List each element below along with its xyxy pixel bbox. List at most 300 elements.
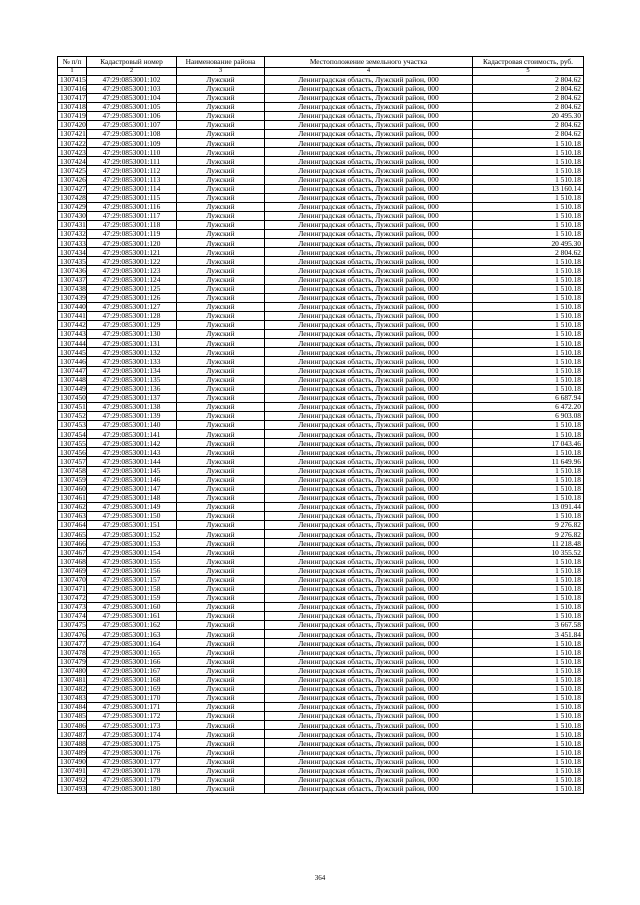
row-number-cell: 1307461 <box>58 493 87 502</box>
table-row <box>58 339 584 348</box>
location-cell: Ленинградская область, Лужский район, 000 <box>265 748 473 757</box>
cadastral-number-cell: 47:29:0853001:131 <box>87 339 177 348</box>
column-number: 3 <box>177 67 265 75</box>
cadastral-number-cell: 47:29:0853001:164 <box>87 639 177 648</box>
row-number-cell: 1307458 <box>58 466 87 475</box>
cadastral-value-cell: 1 510.18 <box>473 275 584 284</box>
table-row <box>58 648 584 657</box>
cadastral-value-cell: 1 510.18 <box>473 266 584 275</box>
row-number-cell: 1307420 <box>58 120 87 129</box>
location-cell: Ленинградская область, Лужский район, 000 <box>265 475 473 484</box>
district-cell: Лужский <box>177 457 265 466</box>
district-cell: Лужский <box>177 193 265 202</box>
district-cell: Лужский <box>177 712 265 721</box>
row-number-cell: 1307424 <box>58 157 87 166</box>
row-number-cell: 1307452 <box>58 411 87 420</box>
row-number-cell: 1307451 <box>58 402 87 411</box>
district-cell: Лужский <box>177 311 265 320</box>
cadastral-number-cell: 47:29:0853001:123 <box>87 266 177 275</box>
table-row <box>58 539 584 548</box>
district-cell: Лужский <box>177 84 265 93</box>
location-cell: Ленинградская область, Лужский район, 000 <box>265 148 473 157</box>
row-number-cell: 1307423 <box>58 148 87 157</box>
district-cell: Лужский <box>177 502 265 511</box>
cadastral-number-cell: 47:29:0853001:150 <box>87 512 177 521</box>
location-cell: Ленинградская область, Лужский район, 000 <box>265 266 473 275</box>
cadastral-value-cell: 1 510.18 <box>473 557 584 566</box>
row-number-cell: 1307441 <box>58 311 87 320</box>
location-cell: Ленинградская область, Лужский район, 000 <box>265 766 473 775</box>
district-cell: Лужский <box>177 566 265 575</box>
location-cell: Ленинградская область, Лужский район, 000 <box>265 166 473 175</box>
cadastral-number-cell: 47:29:0853001:148 <box>87 493 177 502</box>
table-row <box>58 266 584 275</box>
district-cell: Лужский <box>177 693 265 702</box>
cadastral-number-cell: 47:29:0853001:133 <box>87 357 177 366</box>
location-cell: Ленинградская область, Лужский район, 000 <box>265 193 473 202</box>
table-row <box>58 193 584 202</box>
cadastral-number-cell: 47:29:0853001:168 <box>87 675 177 684</box>
header-cadastral-value: Кадастровая стоимость, руб. <box>473 57 584 68</box>
table-row <box>58 748 584 757</box>
cadastral-value-cell: 1 510.18 <box>473 575 584 584</box>
district-cell: Лужский <box>177 621 265 630</box>
row-number-cell: 1307466 <box>58 539 87 548</box>
district-cell: Лужский <box>177 439 265 448</box>
cadastral-value-cell: 6 472.20 <box>473 402 584 411</box>
cadastral-value-cell: 1 510.18 <box>473 339 584 348</box>
row-number-cell: 1307455 <box>58 439 87 448</box>
location-cell: Ленинградская область, Лужский район, 000 <box>265 284 473 293</box>
row-number-cell: 1307463 <box>58 512 87 521</box>
district-cell: Лужский <box>177 221 265 230</box>
location-cell: Ленинградская область, Лужский район, 000 <box>265 375 473 384</box>
location-cell: Ленинградская область, Лужский район, 000 <box>265 512 473 521</box>
cadastral-value-cell: 1 510.18 <box>473 757 584 766</box>
location-cell: Ленинградская область, Лужский район, 000 <box>265 230 473 239</box>
cadastral-number-cell: 47:29:0853001:171 <box>87 702 177 711</box>
column-number: 2 <box>87 67 177 75</box>
district-cell: Лужский <box>177 211 265 220</box>
table-row <box>58 257 584 266</box>
table-row <box>58 311 584 320</box>
district-cell: Лужский <box>177 521 265 530</box>
cadastral-number-cell: 47:29:0853001:175 <box>87 739 177 748</box>
cadastral-number-cell: 47:29:0853001:102 <box>87 75 177 84</box>
district-cell: Лужский <box>177 139 265 148</box>
location-cell: Ленинградская область, Лужский район, 000 <box>265 402 473 411</box>
cadastral-value-cell: 1 510.18 <box>473 612 584 621</box>
row-number-cell: 1307426 <box>58 175 87 184</box>
district-cell: Лужский <box>177 675 265 684</box>
cadastral-number-cell: 47:29:0853001:156 <box>87 566 177 575</box>
district-cell: Лужский <box>177 230 265 239</box>
district-cell: Лужский <box>177 302 265 311</box>
row-number-cell: 1307433 <box>58 239 87 248</box>
table-row <box>58 566 584 575</box>
row-number-cell: 1307472 <box>58 593 87 602</box>
row-number-cell: 1307488 <box>58 739 87 748</box>
row-number-cell: 1307444 <box>58 339 87 348</box>
table-row <box>58 766 584 775</box>
table-row <box>58 521 584 530</box>
row-number-cell: 1307453 <box>58 421 87 430</box>
location-cell: Ленинградская область, Лужский район, 000 <box>265 439 473 448</box>
row-number-cell: 1307427 <box>58 184 87 193</box>
location-cell: Ленинградская область, Лужский район, 000 <box>265 484 473 493</box>
table-row <box>58 230 584 239</box>
location-cell: Ленинградская область, Лужский район, 000 <box>265 384 473 393</box>
table-row <box>58 784 584 793</box>
table-row <box>58 375 584 384</box>
district-cell: Лужский <box>177 539 265 548</box>
location-cell: Ленинградская область, Лужский район, 000 <box>265 275 473 284</box>
district-cell: Лужский <box>177 702 265 711</box>
cadastral-number-cell: 47:29:0853001:134 <box>87 366 177 375</box>
cadastral-number-cell: 47:29:0853001:103 <box>87 84 177 93</box>
table-row <box>58 148 584 157</box>
row-number-cell: 1307482 <box>58 684 87 693</box>
table-row <box>58 421 584 430</box>
district-cell: Лужский <box>177 557 265 566</box>
table-row <box>58 348 584 357</box>
location-cell: Ленинградская область, Лужский район, 000 <box>265 712 473 721</box>
row-number-cell: 1307475 <box>58 621 87 630</box>
row-number-cell: 1307443 <box>58 330 87 339</box>
location-cell: Ленинградская область, Лужский район, 000 <box>265 84 473 93</box>
cadastral-value-cell: 17 043.46 <box>473 439 584 448</box>
row-number-cell: 1307429 <box>58 202 87 211</box>
location-cell: Ленинградская область, Лужский район, 000 <box>265 239 473 248</box>
column-number: 1 <box>58 67 87 75</box>
district-cell: Лужский <box>177 75 265 84</box>
district-cell: Лужский <box>177 484 265 493</box>
table-row <box>58 448 584 457</box>
cadastral-value-cell: 1 510.18 <box>473 175 584 184</box>
table-row <box>58 639 584 648</box>
row-number-cell: 1307476 <box>58 630 87 639</box>
row-number-cell: 1307477 <box>58 639 87 648</box>
district-cell: Лужский <box>177 721 265 730</box>
cadastral-value-cell: 1 510.18 <box>473 766 584 775</box>
location-cell: Ленинградская область, Лужский район, 000 <box>265 330 473 339</box>
cadastral-value-cell: 1 510.18 <box>473 466 584 475</box>
row-number-cell: 1307456 <box>58 448 87 457</box>
district-cell: Лужский <box>177 593 265 602</box>
cadastral-number-cell: 47:29:0853001:107 <box>87 120 177 129</box>
row-number-cell: 1307431 <box>58 221 87 230</box>
cadastral-value-cell: 1 510.18 <box>473 321 584 330</box>
cadastral-number-cell: 47:29:0853001:142 <box>87 439 177 448</box>
column-number: 5 <box>473 67 584 75</box>
location-cell: Ленинградская область, Лужский район, 000 <box>265 366 473 375</box>
district-cell: Лужский <box>177 493 265 502</box>
cadastral-value-cell: 1 510.18 <box>473 366 584 375</box>
table-row <box>58 684 584 693</box>
district-cell: Лужский <box>177 775 265 784</box>
cadastral-value-cell: 1 510.18 <box>473 284 584 293</box>
district-cell: Лужский <box>177 784 265 793</box>
header-cadastral-number: Кадастровый номер <box>87 57 177 68</box>
cadastral-number-cell: 47:29:0853001:166 <box>87 657 177 666</box>
cadastral-value-cell: 1 510.18 <box>473 139 584 148</box>
location-cell: Ленинградская область, Лужский район, 000 <box>265 539 473 548</box>
table-row <box>58 612 584 621</box>
district-cell: Лужский <box>177 284 265 293</box>
table-row <box>58 75 584 84</box>
location-cell: Ленинградская область, Лужский район, 000 <box>265 584 473 593</box>
location-cell: Ленинградская область, Лужский район, 000 <box>265 211 473 220</box>
table-row <box>58 248 584 257</box>
table-row <box>58 584 584 593</box>
cadastral-number-cell: 47:29:0853001:172 <box>87 712 177 721</box>
district-cell: Лужский <box>177 184 265 193</box>
table-row <box>58 302 584 311</box>
district-cell: Лужский <box>177 202 265 211</box>
cadastral-number-cell: 47:29:0853001:152 <box>87 530 177 539</box>
district-cell: Лужский <box>177 102 265 111</box>
location-cell: Ленинградская область, Лужский район, 000 <box>265 721 473 730</box>
table-row <box>58 675 584 684</box>
cadastral-value-cell: 1 510.18 <box>473 311 584 320</box>
location-cell: Ленинградская область, Лужский район, 000 <box>265 130 473 139</box>
table-row <box>58 184 584 193</box>
cadastral-value-cell: 1 510.18 <box>473 657 584 666</box>
cadastral-number-cell: 47:29:0853001:160 <box>87 602 177 611</box>
cadastral-number-cell: 47:29:0853001:128 <box>87 311 177 320</box>
cadastral-number-cell: 47:29:0853001:130 <box>87 330 177 339</box>
cadastral-value-cell: 1 510.18 <box>473 148 584 157</box>
location-cell: Ленинградская область, Лужский район, 000 <box>265 184 473 193</box>
table-row <box>58 493 584 502</box>
cadastral-number-cell: 47:29:0853001:146 <box>87 475 177 484</box>
row-number-cell: 1307481 <box>58 675 87 684</box>
table-row <box>58 730 584 739</box>
row-number-cell: 1307471 <box>58 584 87 593</box>
location-cell: Ленинградская область, Лужский район, 000 <box>265 666 473 675</box>
row-number-cell: 1307446 <box>58 357 87 366</box>
row-number-cell: 1307415 <box>58 75 87 84</box>
cadastral-number-cell: 47:29:0853001:155 <box>87 557 177 566</box>
cadastral-value-cell: 1 510.18 <box>473 675 584 684</box>
cadastral-number-cell: 47:29:0853001:132 <box>87 348 177 357</box>
cadastral-value-cell: 2 804.62 <box>473 120 584 129</box>
cadastral-value-cell: 6 687.94 <box>473 393 584 402</box>
district-cell: Лужский <box>177 384 265 393</box>
row-number-cell: 1307489 <box>58 748 87 757</box>
row-number-cell: 1307486 <box>58 721 87 730</box>
location-cell: Ленинградская область, Лужский район, 000 <box>265 293 473 302</box>
table-row <box>58 221 584 230</box>
district-cell: Лужский <box>177 475 265 484</box>
cadastral-value-cell: 1 510.18 <box>473 712 584 721</box>
row-number-cell: 1307430 <box>58 211 87 220</box>
location-cell: Ленинградская область, Лужский район, 000 <box>265 248 473 257</box>
row-number-cell: 1307460 <box>58 484 87 493</box>
cadastral-value-cell: 1 510.18 <box>473 448 584 457</box>
cadastral-value-cell: 1 510.18 <box>473 230 584 239</box>
table-row <box>58 457 584 466</box>
table-row <box>58 157 584 166</box>
cadastral-number-cell: 47:29:0853001:165 <box>87 648 177 657</box>
location-cell: Ленинградская область, Лужский район, 000 <box>265 339 473 348</box>
row-number-cell: 1307480 <box>58 666 87 675</box>
location-cell: Ленинградская область, Лужский район, 000 <box>265 648 473 657</box>
district-cell: Лужский <box>177 639 265 648</box>
cadastral-value-cell: 1 510.18 <box>473 584 584 593</box>
location-cell: Ленинградская область, Лужский район, 000 <box>265 575 473 584</box>
cadastral-number-cell: 47:29:0853001:158 <box>87 584 177 593</box>
cadastral-number-cell: 47:29:0853001:174 <box>87 730 177 739</box>
table-row <box>58 275 584 284</box>
cadastral-number-cell: 47:29:0853001:137 <box>87 393 177 402</box>
cadastral-number-cell: 47:29:0853001:135 <box>87 375 177 384</box>
district-cell: Лужский <box>177 375 265 384</box>
row-number-cell: 1307484 <box>58 702 87 711</box>
cadastral-number-cell: 47:29:0853001:139 <box>87 411 177 420</box>
location-cell: Ленинградская область, Лужский район, 000 <box>265 93 473 102</box>
cadastral-number-cell: 47:29:0853001:127 <box>87 302 177 311</box>
column-number-row <box>58 67 584 75</box>
cadastral-value-cell: 1 510.18 <box>473 484 584 493</box>
cadastral-value-cell: 13 160.14 <box>473 184 584 193</box>
location-cell: Ленинградская область, Лужский район, 000 <box>265 502 473 511</box>
district-cell: Лужский <box>177 739 265 748</box>
location-cell: Ленинградская область, Лужский район, 000 <box>265 784 473 793</box>
location-cell: Ленинградская область, Лужский район, 000 <box>265 630 473 639</box>
location-cell: Ленинградская область, Лужский район, 000 <box>265 311 473 320</box>
table-row <box>58 202 584 211</box>
table-row <box>58 139 584 148</box>
cadastral-value-cell: 9 276.82 <box>473 530 584 539</box>
district-cell: Лужский <box>177 666 265 675</box>
row-number-cell: 1307473 <box>58 602 87 611</box>
location-cell: Ленинградская область, Лужский район, 000 <box>265 612 473 621</box>
district-cell: Лужский <box>177 330 265 339</box>
location-cell: Ленинградская область, Лужский район, 000 <box>265 321 473 330</box>
district-cell: Лужский <box>177 411 265 420</box>
cadastral-number-cell: 47:29:0853001:180 <box>87 784 177 793</box>
district-cell: Лужский <box>177 157 265 166</box>
location-cell: Ленинградская область, Лужский район, 000 <box>265 775 473 784</box>
header-district-name: Наименование района <box>177 57 265 68</box>
cadastral-number-cell: 47:29:0853001:106 <box>87 111 177 120</box>
table-row <box>58 484 584 493</box>
district-cell: Лужский <box>177 430 265 439</box>
cadastral-table <box>57 56 584 794</box>
cadastral-number-cell: 47:29:0853001:113 <box>87 175 177 184</box>
cadastral-value-cell: 10 355.52 <box>473 548 584 557</box>
location-cell: Ленинградская область, Лужский район, 000 <box>265 602 473 611</box>
district-cell: Лужский <box>177 748 265 757</box>
district-cell: Лужский <box>177 766 265 775</box>
cadastral-number-cell: 47:29:0853001:163 <box>87 630 177 639</box>
cadastral-value-cell: 6 903.08 <box>473 411 584 420</box>
location-cell: Ленинградская область, Лужский район, 000 <box>265 657 473 666</box>
location-cell: Ленинградская область, Лужский район, 000 <box>265 430 473 439</box>
table-row <box>58 111 584 120</box>
row-number-cell: 1307442 <box>58 321 87 330</box>
location-cell: Ленинградская область, Лужский район, 000 <box>265 702 473 711</box>
location-cell: Ленинградская область, Лужский район, 000 <box>265 111 473 120</box>
location-cell: Ленинградская область, Лужский район, 000 <box>265 393 473 402</box>
document-page <box>57 56 583 794</box>
cadastral-value-cell: 1 510.18 <box>473 566 584 575</box>
district-cell: Лужский <box>177 321 265 330</box>
district-cell: Лужский <box>177 248 265 257</box>
location-cell: Ленинградская область, Лужский район, 000 <box>265 221 473 230</box>
location-cell: Ленинградская область, Лужский район, 000 <box>265 348 473 357</box>
cadastral-value-cell: 11 649.96 <box>473 457 584 466</box>
district-cell: Лужский <box>177 612 265 621</box>
row-number-cell: 1307483 <box>58 693 87 702</box>
district-cell: Лужский <box>177 448 265 457</box>
cadastral-number-cell: 47:29:0853001:115 <box>87 193 177 202</box>
location-cell: Ленинградская область, Лужский район, 000 <box>265 75 473 84</box>
row-number-cell: 1307417 <box>58 93 87 102</box>
cadastral-number-cell: 47:29:0853001:129 <box>87 321 177 330</box>
table-row <box>58 284 584 293</box>
location-cell: Ленинградская область, Лужский район, 000 <box>265 457 473 466</box>
cadastral-number-cell: 47:29:0853001:124 <box>87 275 177 284</box>
table-row <box>58 657 584 666</box>
table-row <box>58 93 584 102</box>
cadastral-number-cell: 47:29:0853001:125 <box>87 284 177 293</box>
row-number-cell: 1307490 <box>58 757 87 766</box>
district-cell: Лужский <box>177 630 265 639</box>
cadastral-value-cell: 1 510.18 <box>473 784 584 793</box>
cadastral-value-cell: 1 510.18 <box>473 211 584 220</box>
cadastral-number-cell: 47:29:0853001:116 <box>87 202 177 211</box>
table-row <box>58 702 584 711</box>
table-row <box>58 466 584 475</box>
district-cell: Лужский <box>177 548 265 557</box>
row-number-cell: 1307439 <box>58 293 87 302</box>
district-cell: Лужский <box>177 275 265 284</box>
location-cell: Ленинградская область, Лужский район, 000 <box>265 639 473 648</box>
location-cell: Ленинградская область, Лужский район, 000 <box>265 530 473 539</box>
cadastral-number-cell: 47:29:0853001:167 <box>87 666 177 675</box>
table-row <box>58 84 584 93</box>
cadastral-value-cell: 1 510.18 <box>473 166 584 175</box>
table-row <box>58 120 584 129</box>
table-row <box>58 239 584 248</box>
cadastral-number-cell: 47:29:0853001:138 <box>87 402 177 411</box>
row-number-cell: 1307470 <box>58 575 87 584</box>
table-row <box>58 411 584 420</box>
district-cell: Лужский <box>177 657 265 666</box>
row-number-cell: 1307435 <box>58 257 87 266</box>
table-row <box>58 712 584 721</box>
location-cell: Ленинградская область, Лужский район, 000 <box>265 621 473 630</box>
row-number-cell: 1307449 <box>58 384 87 393</box>
cadastral-value-cell: 1 510.18 <box>473 430 584 439</box>
cadastral-number-cell: 47:29:0853001:153 <box>87 539 177 548</box>
table-row <box>58 502 584 511</box>
district-cell: Лужский <box>177 421 265 430</box>
cadastral-number-cell: 47:29:0853001:147 <box>87 484 177 493</box>
row-number-cell: 1307457 <box>58 457 87 466</box>
location-cell: Ленинградская область, Лужский район, 000 <box>265 757 473 766</box>
row-number-cell: 1307438 <box>58 284 87 293</box>
district-cell: Лужский <box>177 293 265 302</box>
table-row <box>58 102 584 111</box>
cadastral-value-cell: 13 091.44 <box>473 502 584 511</box>
row-number-cell: 1307440 <box>58 302 87 311</box>
district-cell: Лужский <box>177 466 265 475</box>
table-row <box>58 366 584 375</box>
cadastral-number-cell: 47:29:0853001:157 <box>87 575 177 584</box>
